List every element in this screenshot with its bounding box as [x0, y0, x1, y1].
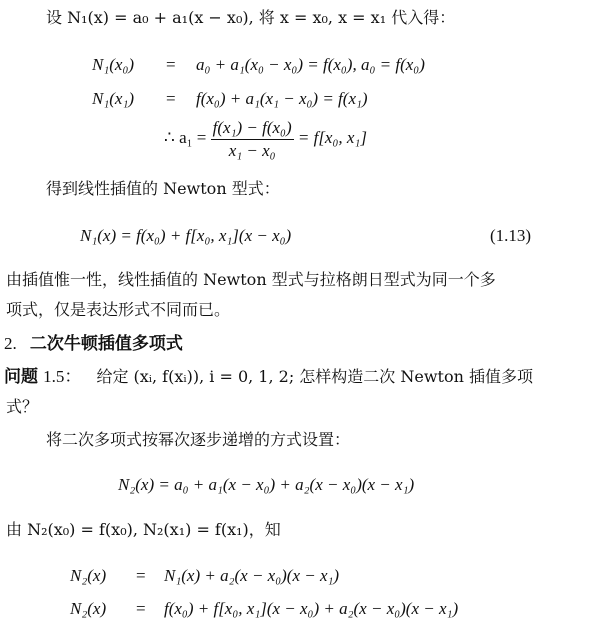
problem-line-2 — [6, 397, 38, 417]
eq1-row3-suffix: = f[x₀, x₁] — [297, 128, 367, 147]
uniqueness-line-2 — [6, 300, 230, 320]
eq2-row2-rhs: f(x₀) + f[x₀, x₁](x − x₀) + a₂(x − x₀)(x − x₁) — [164, 599, 459, 618]
eq1-row2-lhs: N₁(x₁) — [92, 89, 135, 108]
eq-n2-body: N₂(x) = a₀ + a₁(x − x₀) + a₂(x − x₀)(x − x₁) — [118, 475, 415, 494]
eq1-row1-rel: = — [166, 55, 176, 74]
intro-text: 设 N₁(x) = a₀ + a₁(x − x₀), 将 x = x₀, x = x₁ 代入得： — [46, 8, 456, 27]
eq2-row2-lhs: N₂(x) — [70, 599, 107, 618]
uniqueness-line-1 — [6, 270, 496, 290]
intro-line — [46, 8, 455, 28]
eq1-row3-prefix: ∴ a₁ = — [164, 128, 207, 147]
eq1-row2-rel: = — [166, 89, 176, 108]
equation-n2 — [118, 475, 414, 495]
problem-text-1: 给定 (xᵢ, f(xᵢ)), i = 0, 1, 2; 怎样构造二次 Newton 插值多项 — [96, 367, 534, 386]
power-order-text — [46, 430, 350, 450]
section-heading — [4, 334, 183, 354]
equation-1-13 — [80, 226, 291, 246]
eq1-row3-denominator: x₁ − x₀ — [228, 140, 276, 160]
newton-form-label: 得到线性插值的 Newton 型式： — [46, 179, 280, 198]
eq2-row1-rhs: N₁(x) + a₂(x − x₀)(x − x₁) — [164, 566, 340, 585]
known-conditions-text: 由 N₂(x₀) = f(x₀), N₂(x₁) = f(x₁)，知 — [6, 520, 281, 539]
power-order-label: 将二次多项式按幂次逐步递增的方式设置： — [46, 430, 351, 449]
known-conditions-line — [6, 520, 281, 540]
problem-text-2: 式？ — [6, 397, 39, 416]
eq-113-number: (1.13) — [490, 226, 532, 245]
eq1-row3-fraction — [211, 117, 294, 162]
eq1-row2-rhs: f(x₀) + a₁(x₁ − x₀) = f(x₁) — [196, 89, 368, 108]
eq2-row1-rel: = — [136, 566, 146, 585]
eq2-row1-lhs: N₂(x) — [70, 566, 107, 585]
problem-number: 1.5： — [43, 367, 82, 386]
newton-form-text — [46, 179, 280, 199]
section-number: 2. — [4, 334, 17, 353]
problem-line-1 — [4, 367, 533, 387]
eq1-row3 — [164, 115, 367, 162]
uniqueness-text-2: 项式，仅是表达形式不同而已。 — [6, 300, 231, 319]
eq2-row2-rel: = — [136, 599, 146, 618]
problem-label: 问题 — [4, 367, 38, 387]
eq1-row3-numerator: f(x₁) − f(x₀) — [211, 117, 294, 140]
uniqueness-text-1: 由插值惟一性，线性插值的 Newton 型式与拉格朗日型式为同一个多 — [6, 270, 496, 289]
section-title: 二次牛顿插值多项式 — [29, 334, 183, 354]
equation-number-1-13 — [490, 226, 531, 246]
eq1-row1-lhs: N₁(x₀) — [92, 55, 135, 74]
eq1-row1-rhs: a₀ + a₁(x₀ − x₀) = f(x₀), a₀ = f(x₀) — [196, 55, 425, 74]
eq-113-body: N₁(x) = f(x₀) + f[x₀, x₁](x − x₀) — [80, 226, 292, 245]
